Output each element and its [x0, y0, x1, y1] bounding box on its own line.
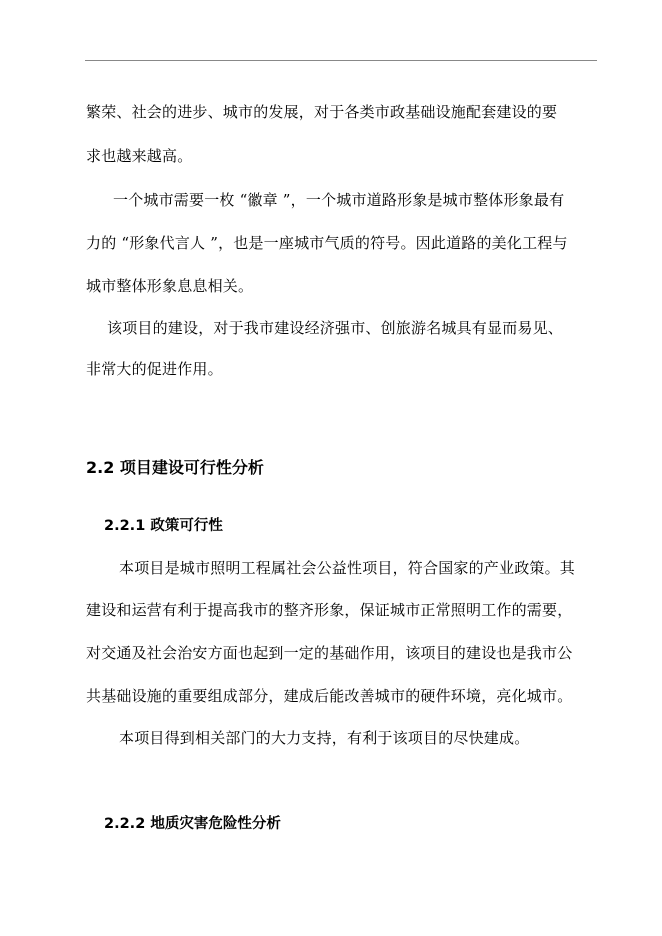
- paragraph-line: 该项目的建设，对于我市建设经济强市、创旅游名城具有显而易见、: [107, 319, 564, 337]
- section-heading-2-2-1: 2.2.1 政策可行性: [104, 518, 223, 534]
- paragraph-line: 城市整体形象息息相关。: [86, 277, 254, 295]
- paragraph-line: 本项目是城市照明工程属社会公益性项目，符合国家的产业政策。其: [119, 559, 576, 577]
- paragraph-line: 一个城市需要一枚 “徽章 ”，一个城市道路形象是城市整体形象最有: [113, 191, 565, 209]
- section-heading-2-2: 2.2 项目建设可行性分析: [86, 458, 264, 477]
- paragraph-line: 共基础设施的重要组成部分，建成后能改善城市的硬件环境，亮化城市。: [86, 687, 573, 705]
- paragraph-line: 力的 “形象代言人 ”，也是一座城市气质的符号。因此道路的美化工程与: [86, 234, 568, 252]
- paragraph-line: 非常大的促进作用。: [86, 360, 223, 378]
- paragraph-line: 求也越来越高。: [86, 147, 193, 165]
- paragraph-line: 繁荣、社会的进步、城市的发展，对于各类市政基础设施配套建设的要: [86, 103, 558, 121]
- header-rule: [85, 60, 597, 61]
- paragraph-line: 建设和运营有利于提高我市的整齐形象，保证城市正常照明工作的需要，: [86, 601, 573, 619]
- section-heading-2-2-2: 2.2.2 地质灾害危险性分析: [104, 816, 281, 832]
- paragraph-line: 本项目得到相关部门的大力支持，有利于该项目的尽快建成。: [119, 729, 530, 747]
- paragraph-line: 对交通及社会治安方面也起到一定的基础作用，该项目的建设也是我市公: [86, 644, 573, 662]
